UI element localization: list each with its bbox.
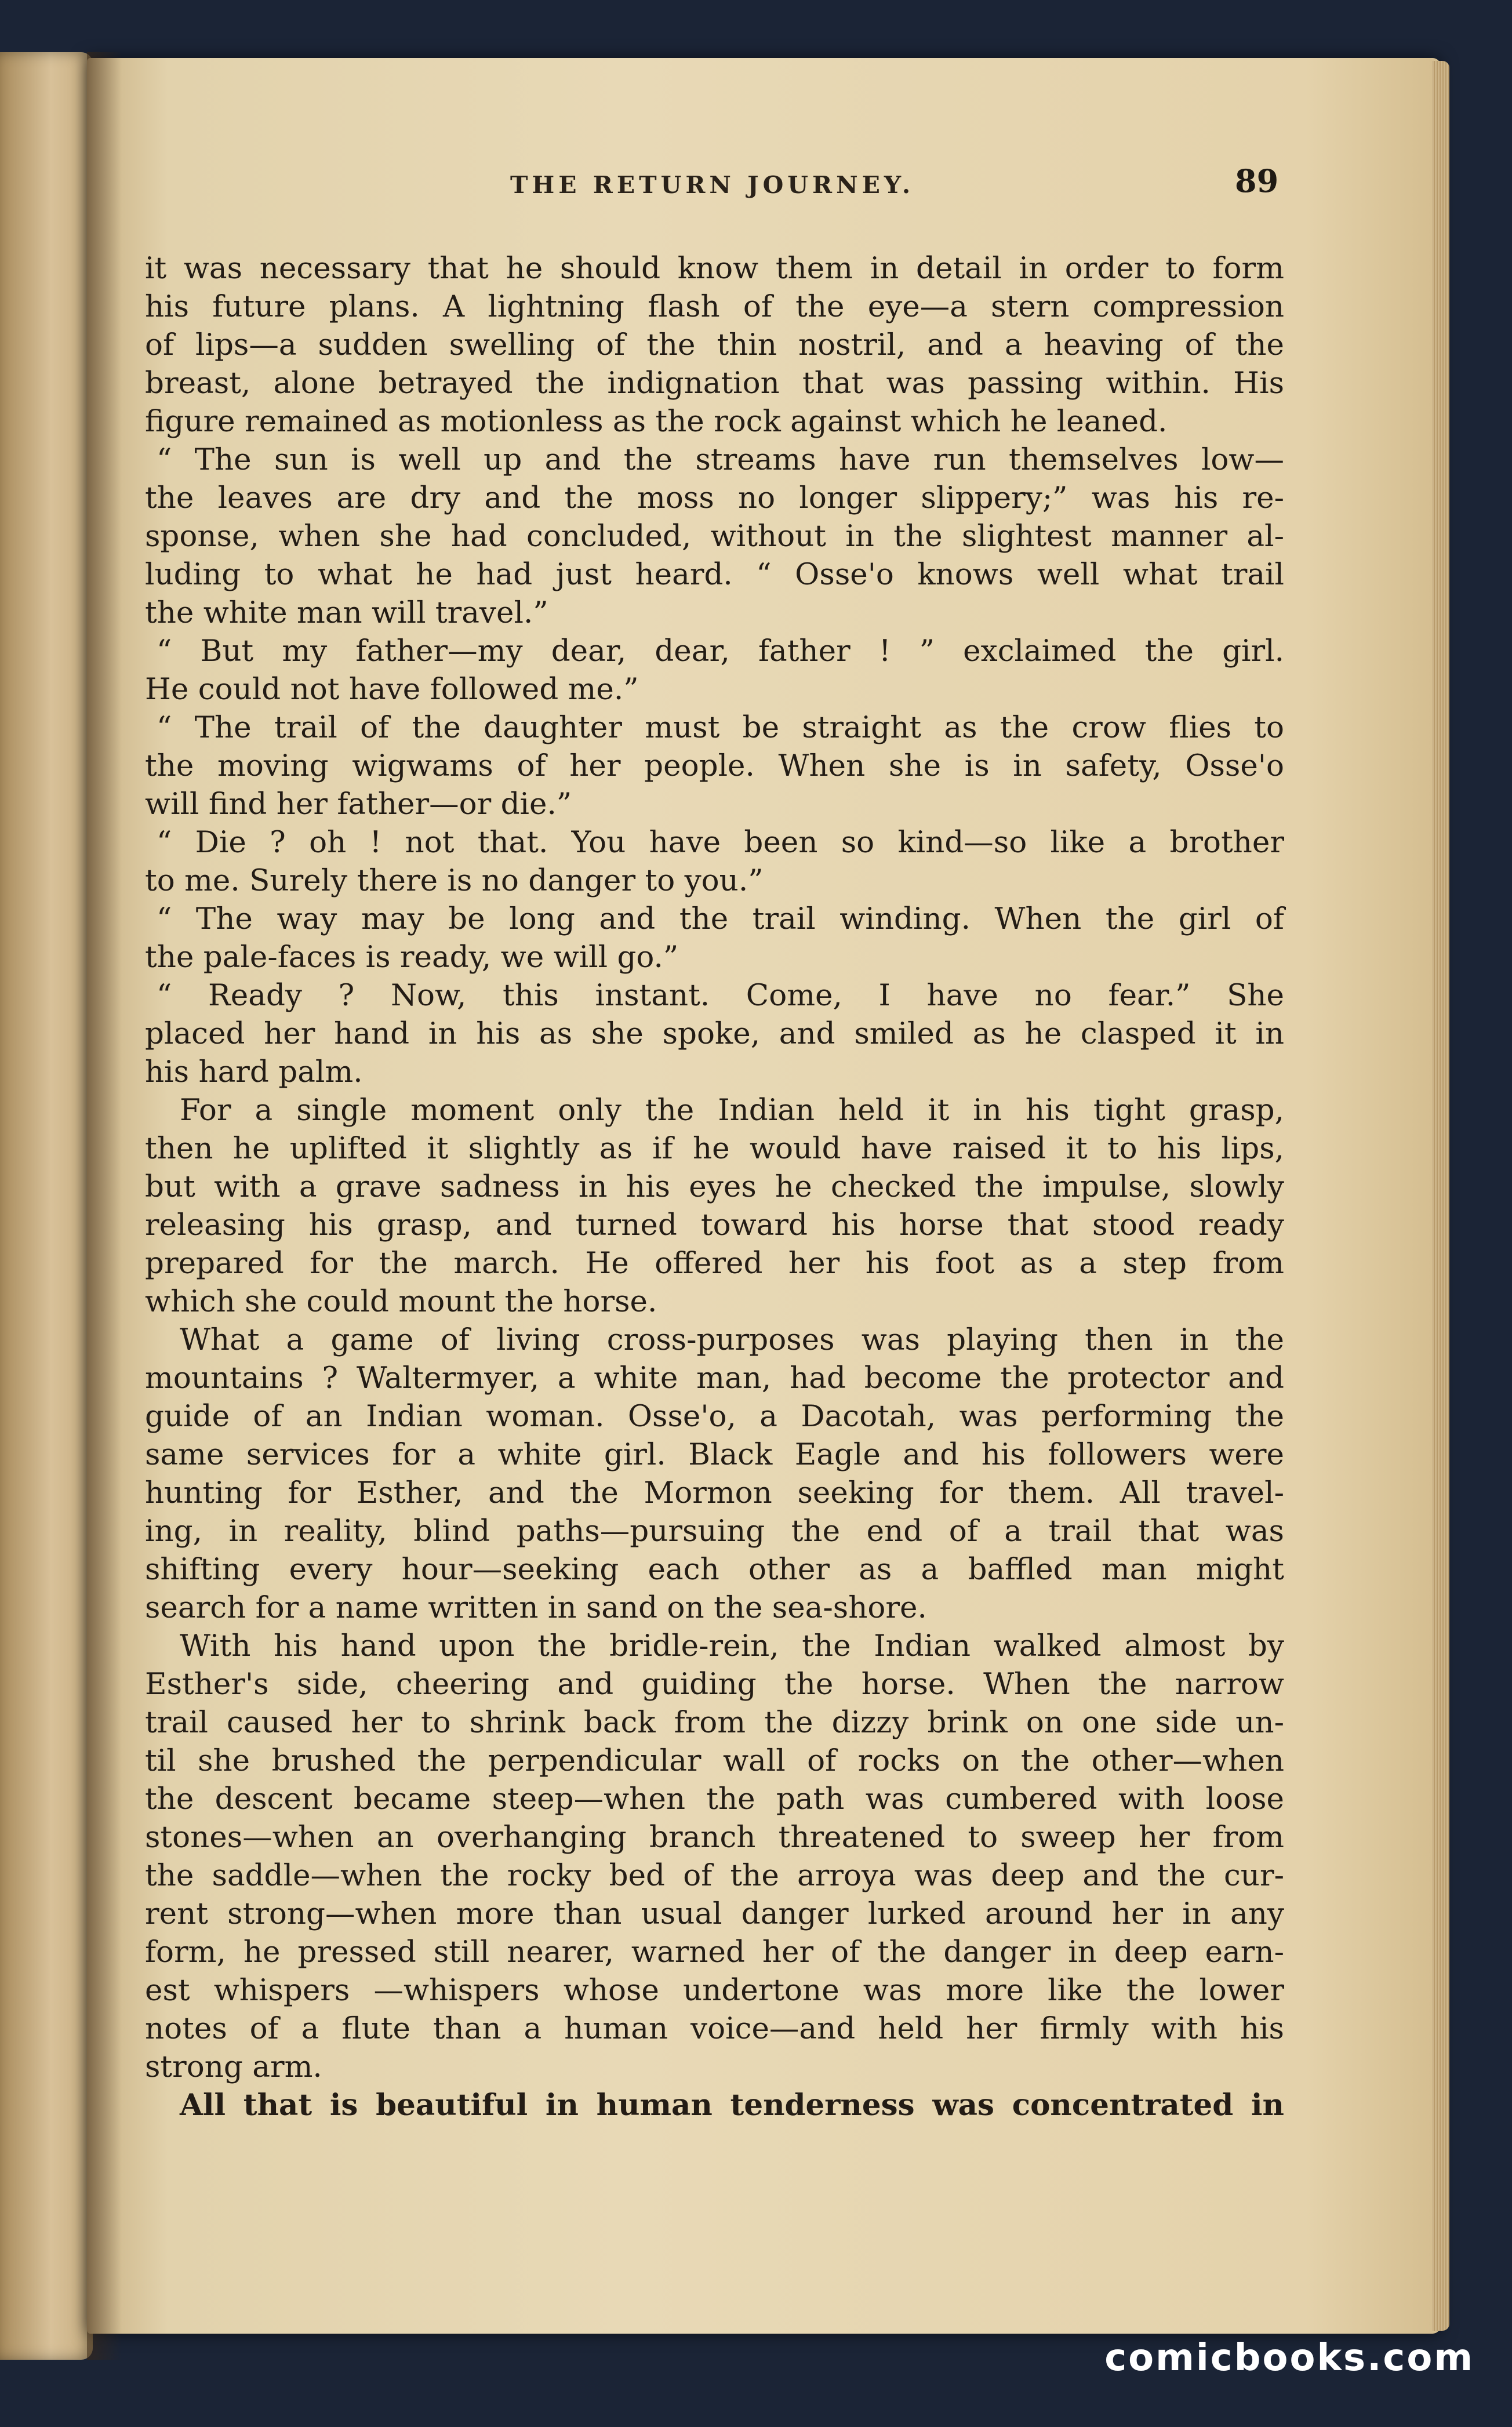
- text-line: stones—when an overhanging branch threatened to sweep her from: [145, 1820, 1284, 1855]
- text-line: the leaves are dry and the moss no longer slippery;” was his re-: [145, 481, 1284, 515]
- body-text: [145, 249, 1284, 2124]
- text-line: “ The trail of the daughter must be straight as the crow flies to: [157, 710, 1284, 745]
- text-line: trail caused her to shrink back from the dizzy brink on one side un-: [145, 1705, 1284, 1740]
- page-stack-edge: [1432, 61, 1449, 2331]
- text-line: Esther's side, cheering and guiding the horse. When the narrow: [145, 1667, 1284, 1702]
- left-page-edge: [0, 52, 93, 2360]
- text-line: same services for a white girl. Black Eagle and his followers were: [145, 1437, 1284, 1472]
- text-line: ing, in reality, blind paths—pursuing the end of a trail that was: [145, 1514, 1284, 1549]
- text-line: With his hand upon the bridle-rein, the Indian walked almost by: [180, 1629, 1284, 1663]
- text-line: the pale-faces is ready, we will go.”: [145, 940, 679, 975]
- text-line: sponse, when she had concluded, without in the slightest manner al-: [145, 519, 1284, 554]
- text-line: rent strong—when more than usual danger lurked around her in any: [145, 1896, 1284, 1931]
- page-number: 89: [1235, 162, 1279, 199]
- text-line: it was necessary that he should know them in detail in order to form: [145, 251, 1284, 286]
- text-line: prepared for the march. He offered her his foot as a step from: [145, 1246, 1284, 1281]
- watermark: comicbooks.com: [1104, 2337, 1474, 2379]
- text-line: the saddle—when the rocky bed of the arroya was deep and the cur-: [145, 1858, 1284, 1893]
- text-line: “ Ready ? Now, this instant. Come, I have no fear.” She: [157, 978, 1284, 1013]
- text-line: “ The way may be long and the trail winding. When the girl of: [157, 902, 1284, 936]
- text-line: hunting for Esther, and the Mormon seeking for them. All travel-: [145, 1476, 1284, 1510]
- text-line: search for a name written in sand on the sea-shore.: [145, 1590, 927, 1625]
- text-line: the descent became steep—when the path was cumbered with loose: [145, 1782, 1284, 1816]
- text-line: He could not have followed me.”: [145, 672, 639, 707]
- text-line: to me. Surely there is no danger to you.”: [145, 863, 764, 898]
- text-line: est whispers —whispers whose undertone was more like the lower: [145, 1973, 1284, 2008]
- text-line: of lips—a sudden swelling of the thin nostril, and a heaving of the: [145, 328, 1284, 362]
- text-line: til she brushed the perpendicular wall of rocks on the other—when: [145, 1743, 1284, 1778]
- text-line: placed her hand in his as she spoke, and smiled as he clasped it in: [145, 1016, 1284, 1051]
- text-line: luding to what he had just heard. “ Osse'o knows well what trail: [145, 557, 1284, 592]
- text-line: All that is beautiful in human tenderness was concentrated in: [180, 2088, 1284, 2123]
- running-head: THE RETURN JOURNEY.: [510, 171, 915, 199]
- text-line: form, he pressed still nearer, warned her of the danger in deep earn-: [145, 1935, 1284, 1970]
- text-line: For a single moment only the Indian held it in his tight grasp,: [180, 1093, 1284, 1128]
- text-line: but with a grave sadness in his eyes he checked the impulse, slowly: [145, 1169, 1284, 1204]
- text-line: his future plans. A lightning flash of the eye—a stern compression: [145, 289, 1284, 324]
- text-line: will find her father—or die.”: [145, 787, 572, 822]
- text-line: shifting every hour—seeking each other as a baffled man might: [145, 1552, 1284, 1587]
- text-line: What a game of living cross-purposes was playing then in the: [180, 1323, 1284, 1357]
- text-line: “ But my father—my dear, dear, father ! ” exclaimed the girl.: [157, 634, 1284, 668]
- text-line: his hard palm.: [145, 1055, 363, 1089]
- text-line: breast, alone betrayed the indignation that was passing within. His: [145, 366, 1284, 401]
- text-line: “ The sun is well up and the streams have run themselves low—: [157, 442, 1284, 477]
- text-line: which she could mount the horse.: [145, 1284, 657, 1319]
- text-line: then he uplifted it slightly as if he would have raised it to his lips,: [145, 1131, 1284, 1166]
- text-line: the white man will travel.”: [145, 595, 548, 630]
- text-line: notes of a flute than a human voice—and held her firmly with his: [145, 2011, 1284, 2046]
- text-line: mountains ? Waltermyer, a white man, had become the protector and: [145, 1361, 1284, 1396]
- text-line: releasing his grasp, and turned toward his horse that stood ready: [145, 1208, 1284, 1242]
- text-line: the moving wigwams of her people. When she is in safety, Osse'o: [145, 749, 1284, 783]
- spine-shadow: [87, 52, 122, 2360]
- text-line: “ Die ? oh ! not that. You have been so kind—so like a brother: [157, 825, 1284, 860]
- text-line: guide of an Indian woman. Osse'o, a Dacotah, was performing the: [145, 1399, 1284, 1434]
- text-line: figure remained as motionless as the rock against which he leaned.: [145, 404, 1168, 439]
- text-line: strong arm.: [145, 2050, 322, 2084]
